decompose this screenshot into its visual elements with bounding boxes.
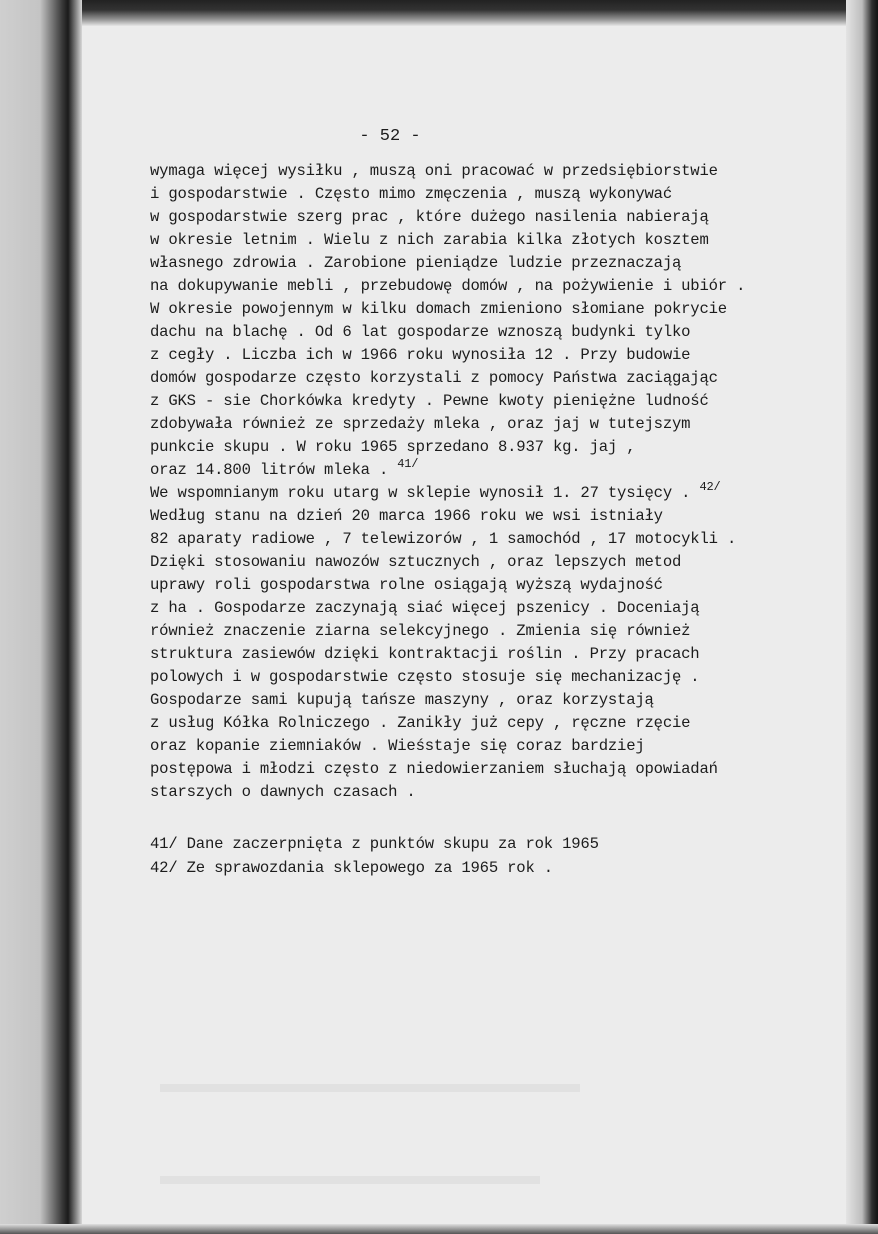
body-line-text: dachu na blachę . Od 6 lat gospodarze wznoszą budynki tylko <box>150 323 691 341</box>
body-line-text: z usług Kółka Rolniczego . Zanikły już cepy , ręczne rzęcie <box>150 714 691 732</box>
body-line-text: oraz kopanie ziemniaków . Wieśstaje się coraz bardziej <box>150 737 645 755</box>
body-line <box>150 344 850 367</box>
footnote-reference: 41/ <box>397 457 419 471</box>
body-line-text: własnego zdrowia . Zarobione pieniądze ludzie przeznaczają <box>150 254 682 272</box>
body-line <box>150 482 850 505</box>
body-line <box>150 252 850 275</box>
body-line-text: struktura zasiewów dzięki kontraktacji roślin . Przy pracach <box>150 645 700 663</box>
body-line <box>150 712 850 735</box>
body-line <box>150 183 850 206</box>
body-paragraph <box>150 160 850 804</box>
body-line-text: na dokupywanie mebli , przebudowę domów , na pożywienie i ubiór . <box>150 277 746 295</box>
body-line <box>150 275 850 298</box>
body-line <box>150 574 850 597</box>
body-line-text: uprawy roli gospodarstwa rolne osiągają wyższą wydajność <box>150 576 663 594</box>
body-line-text: wymaga więcej wysiłku , muszą oni pracować w przedsiębiorstwie <box>150 162 718 180</box>
body-line <box>150 160 850 183</box>
body-line <box>150 597 850 620</box>
body-line <box>150 781 850 804</box>
bleed-through-texture <box>160 1000 760 1200</box>
footnote-reference: 42/ <box>699 480 721 494</box>
footnote-line-text: 42/ Ze sprawozdania sklepowego za 1965 rok . <box>150 859 553 877</box>
body-line <box>150 643 850 666</box>
body-line <box>150 528 850 551</box>
body-line <box>150 459 850 482</box>
body-line <box>150 666 850 689</box>
body-line-text: punkcie skupu . W roku 1965 sprzedano 8.937 kg. jaj , <box>150 438 636 456</box>
body-line-text: Gospodarze sami kupują tańsze maszyny , oraz korzystają <box>150 691 654 709</box>
body-line <box>150 758 850 781</box>
body-line-text: z GKS - sie Chorkówka kredyty . Pewne kwoty pieniężne ludność <box>150 392 709 410</box>
body-line <box>150 436 850 459</box>
body-line-text: w gospodarstwie szerg prac , które dużego nasilenia nabierają <box>150 208 709 226</box>
page-top-shadow <box>0 0 878 26</box>
body-line-text: i gospodarstwie . Często mimo zmęczenia , muszą wykonywać <box>150 185 672 203</box>
body-line-text: postępowa i młodzi często z niedowierzaniem słuchają opowiadań <box>150 760 718 778</box>
body-line-text: 82 aparaty radiowe , 7 telewizorów , 1 samochód , 17 motocykli . <box>150 530 737 548</box>
body-line-text: W okresie powojennym w kilku domach zmieniono słomiane pokrycie <box>150 300 727 318</box>
body-line-text: oraz 14.800 litrów mleka . <box>150 461 389 479</box>
body-line-text: starszych o dawnych czasach . <box>150 783 416 801</box>
body-line-text: również znaczenie ziarna selekcyjnego . Zmienia się również <box>150 622 691 640</box>
body-line <box>150 735 850 758</box>
body-line <box>150 321 850 344</box>
body-line <box>150 689 850 712</box>
body-line-text: domów gospodarze często korzystali z pomocy Państwa zaciągając <box>150 369 718 387</box>
body-line-text: We wspomnianym roku utarg w sklepie wynosił 1. 27 tysięcy . <box>150 484 691 502</box>
body-line-text: Dzięki stosowaniu nawozów sztucznych , oraz lepszych metod <box>150 553 682 571</box>
body-line <box>150 298 850 321</box>
body-line <box>150 367 850 390</box>
body-line <box>150 551 850 574</box>
footnote-line <box>150 856 850 880</box>
body-line <box>150 206 850 229</box>
body-line-text: zdobywała również ze sprzedaży mleka , oraz jaj w tutejszym <box>150 415 691 433</box>
footnote-line <box>150 832 850 856</box>
body-line-text: z cegły . Liczba ich w 1966 roku wynosiła 12 . Przy budowie <box>150 346 691 364</box>
footnote-line-text: 41/ Dane zaczerpnięta z punktów skupu za rok 1965 <box>150 835 599 853</box>
body-line <box>150 390 850 413</box>
body-line <box>150 505 850 528</box>
page-binding-edge <box>0 0 82 1234</box>
page-right-shadow <box>846 0 878 1234</box>
body-line-text: polowych i w gospodarstwie często stosuje się mechanizację . <box>150 668 700 686</box>
footnotes <box>150 832 850 880</box>
body-line <box>150 413 850 436</box>
document-body <box>150 160 850 880</box>
body-line-text: w okresie letnim . Wielu z nich zarabia kilka złotych kosztem <box>150 231 709 249</box>
body-line-text: Według stanu na dzień 20 marca 1966 roku we wsi istniały <box>150 507 663 525</box>
body-line <box>150 620 850 643</box>
body-line-text: z ha . Gospodarze zaczynają siać więcej pszenicy . Doceniają <box>150 599 700 617</box>
page-number: - 52 - <box>359 127 421 146</box>
body-line <box>150 229 850 252</box>
